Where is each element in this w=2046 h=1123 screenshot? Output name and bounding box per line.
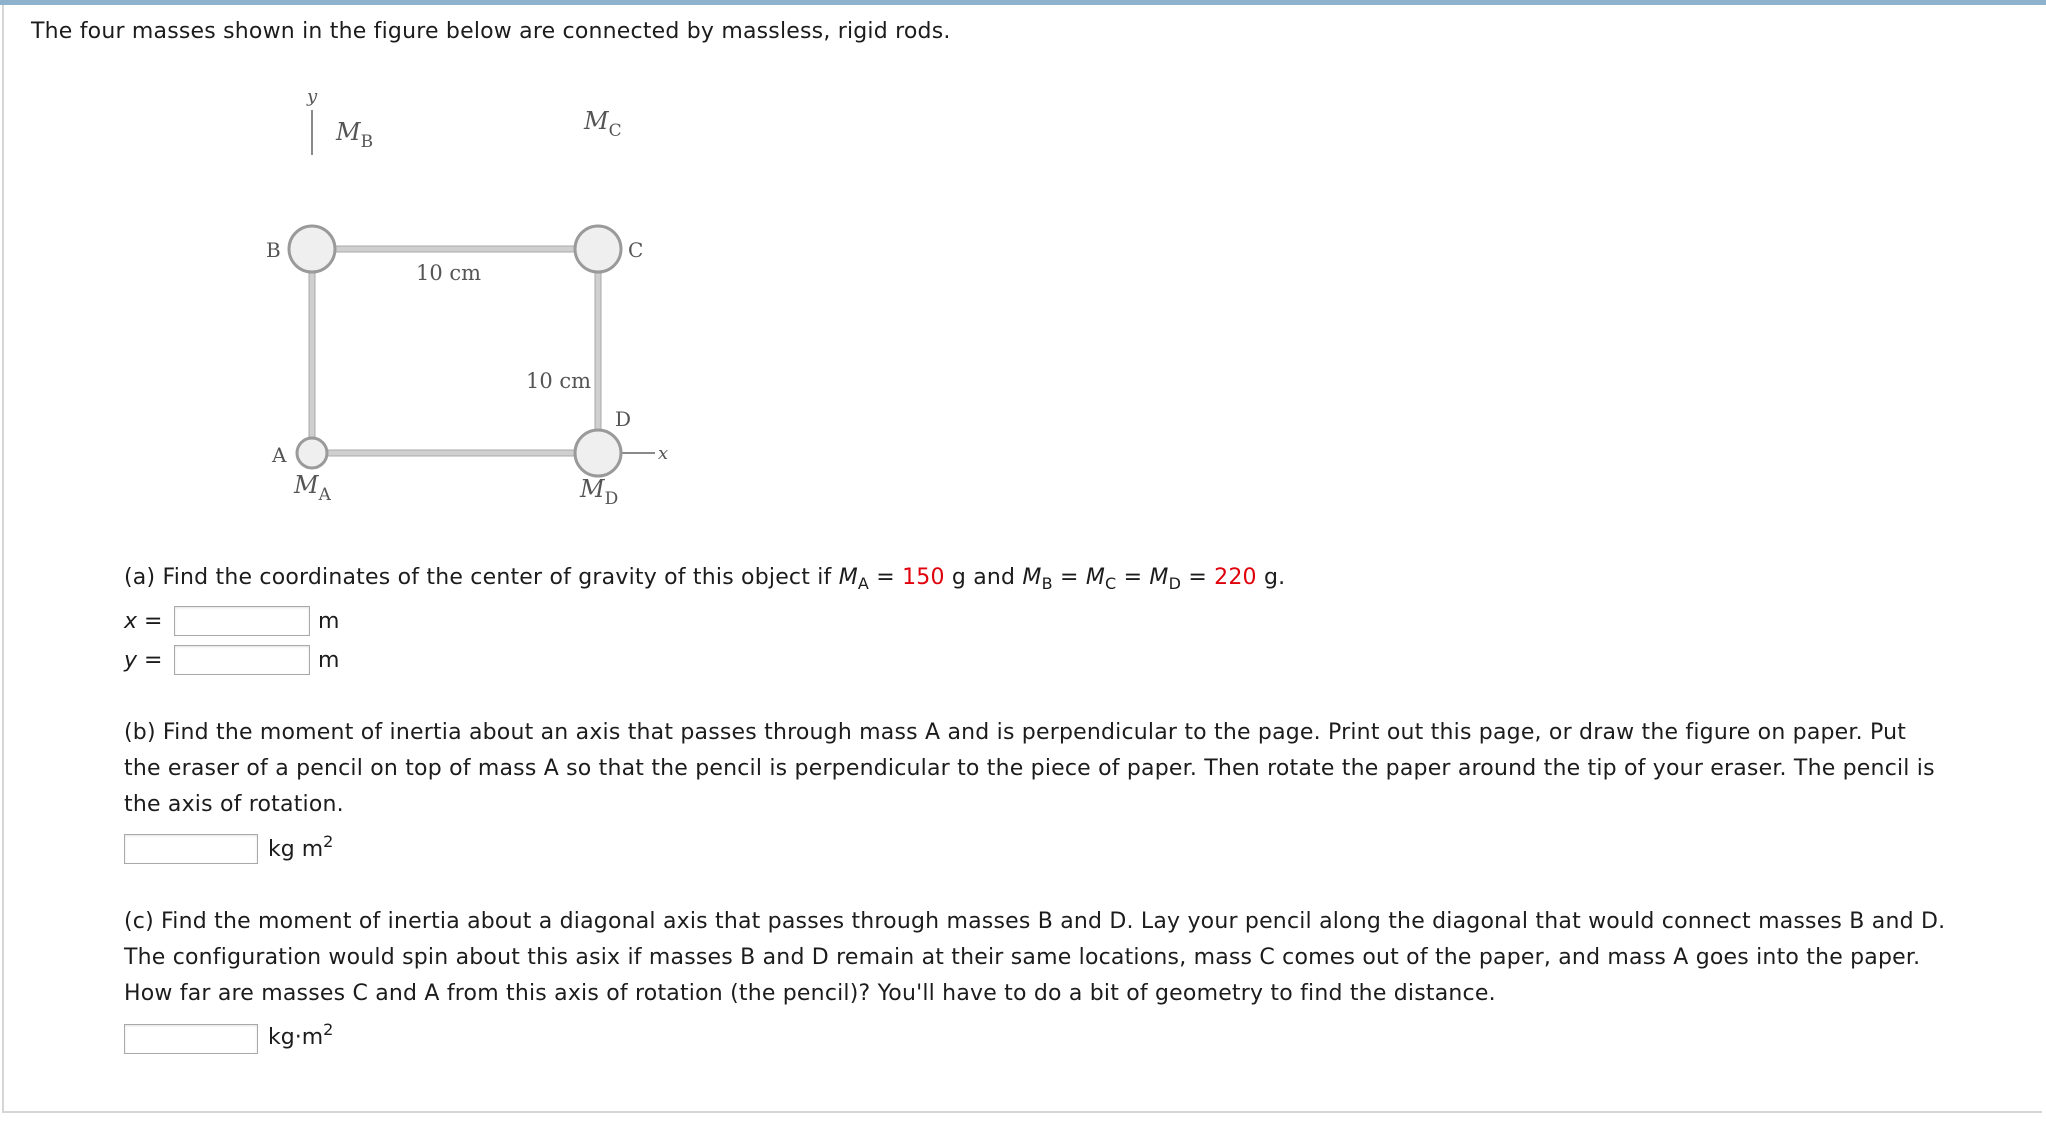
part-c-answer-input[interactable] <box>124 1024 258 1054</box>
part-a-question <box>124 560 1285 596</box>
mass-c <box>575 226 621 272</box>
x-unit: m <box>318 609 340 634</box>
rod-top <box>312 246 598 252</box>
y-axis-label: y <box>307 86 318 107</box>
equals-1: = <box>1052 565 1086 590</box>
point-a-label: A <box>272 443 287 467</box>
rod-bottom <box>312 450 598 456</box>
part-b-line: (b) Find the moment of inertia about an axis that passes through mass A and is perpendicular to the page. Print out this page, or draw the figure on paper. Put <box>124 720 1907 745</box>
md-symbol: M <box>1149 565 1169 590</box>
ma-unit-and: g and <box>944 565 1023 590</box>
mc-symbol: M <box>1085 565 1105 590</box>
y-coordinate-input[interactable] <box>174 645 310 675</box>
top-dimension-label: 10 cm <box>416 261 482 285</box>
mb-symbol: M <box>1022 565 1042 590</box>
right-dimension-label: 10 cm <box>526 369 592 393</box>
part-c-line: (c) Find the moment of inertia about a diagonal axis that passes through masses B and D. Lay your pencil along the diagonal that would connect masses B and D. <box>124 909 1946 934</box>
mass-d <box>575 430 621 476</box>
point-c-label: C <box>628 238 644 262</box>
y-label: y = <box>124 648 163 673</box>
part-c-line: The configuration would spin about this asix if masses B and D remain at their same locations, mass C comes out of the paper, and mass A goes into the paper. <box>124 945 1921 970</box>
masses-figure <box>250 80 690 530</box>
intro-text: The four masses shown in the figure below are connected by massless, rigid rods. <box>31 19 951 44</box>
md-value: 220 <box>1214 565 1257 590</box>
rod-right <box>595 252 601 450</box>
part-c-line: How far are masses C and A from this axis of rotation (the pencil)? You'll have to do a bit of geometry to find the distance. <box>124 981 1496 1006</box>
mass-a <box>297 438 327 468</box>
part-b-line: the eraser of a pencil on top of mass A so that the pencil is perpendicular to the piece of paper. Then rotate the paper around the tip of your eraser. The pencil is <box>124 756 1935 781</box>
ma-value: 150 <box>902 565 945 590</box>
part-b-unit: kg $m^2$ <box>268 832 334 862</box>
x-coordinate-input[interactable] <box>174 606 310 636</box>
part-a-prefix: (a) Find the coordinates of the center of gravity of this object if <box>124 565 839 590</box>
part-b-question <box>124 715 2024 823</box>
mass-c-label: $M_C$ <box>584 107 622 141</box>
rod-left <box>309 252 315 450</box>
y-unit: m <box>318 648 340 673</box>
x-axis-label: x <box>658 443 669 464</box>
point-d-label: D <box>615 407 632 431</box>
mb-subscript: B <box>1041 574 1053 593</box>
x-label: x = <box>124 609 163 634</box>
part-b-answer-input[interactable] <box>124 834 258 864</box>
ma-subscript: A <box>857 574 870 593</box>
mass-b-label: $M_B$ <box>336 118 374 152</box>
mass-a-label: $M_A$ <box>294 471 331 505</box>
ma-symbol: M <box>838 565 858 590</box>
mass-b <box>289 226 335 272</box>
part-a-suffix: g. <box>1256 565 1286 590</box>
equals-2: = <box>1116 565 1150 590</box>
mass-d-label: $M_D$ <box>580 475 619 509</box>
ma-equals: = <box>869 565 903 590</box>
mc-subscript: C <box>1105 574 1117 593</box>
part-b-line: the axis of rotation. <box>124 792 344 817</box>
equals-3: = <box>1181 565 1215 590</box>
md-subscript: D <box>1168 574 1182 593</box>
part-c-question <box>124 904 2024 1012</box>
part-c-unit: $kg\cdot m^2$ <box>268 1020 334 1050</box>
point-b-label: B <box>266 238 281 262</box>
